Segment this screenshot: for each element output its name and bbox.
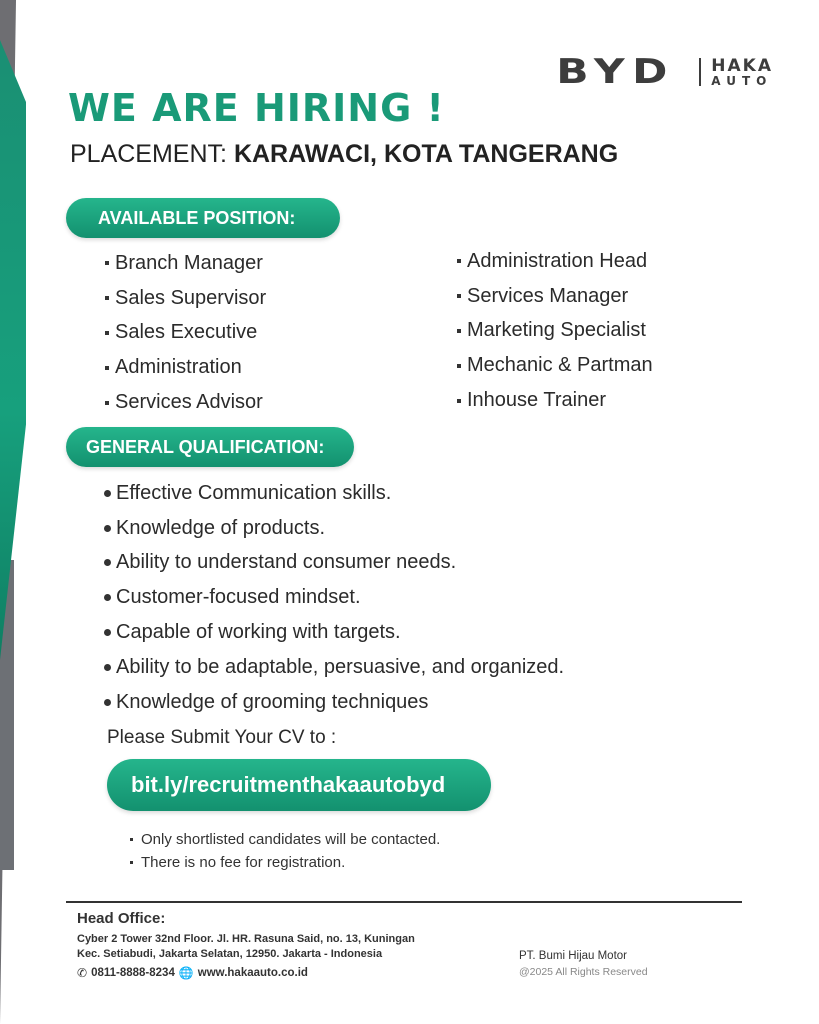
list-item [104,476,564,511]
qualification-text: Ability to be adaptable, persuasive, and organized. [116,655,565,678]
bullet-icon [457,329,461,333]
list-item [457,279,653,314]
address-line-2: Kec. Setiabudi, Jakarta Selatan, 12950. Jakarta - Indonesia [77,948,383,960]
qualification-text: Ability to understand consumer needs. [116,551,457,574]
haka-text: HAKA [711,55,773,76]
qualification-text: Knowledge of grooming techniques [116,690,429,713]
list-item [130,828,440,851]
list-item [105,246,266,281]
position-name: Sales Supervisor [115,286,267,309]
website-link[interactable]: www.hakaauto.co.id [197,967,308,979]
bullet-icon [105,261,109,265]
logo-divider [699,58,701,86]
position-list-right [457,244,653,418]
note-text: There is no fee for registration. [141,854,346,871]
list-item [104,685,564,720]
notes-list [130,828,440,874]
bullet-icon [104,664,111,671]
submit-label: Please Submit Your CV to : [107,727,337,748]
bullet-icon [104,594,111,601]
bullet-icon [130,838,133,841]
list-item [104,580,564,615]
list-item [457,314,653,349]
qualification-text: Knowledge of products. [116,516,326,539]
general-qualification-heading: GENERAL QUALIFICATION: [66,427,354,467]
brand-logos [556,52,773,92]
contact-row [77,966,308,980]
list-item [105,316,266,351]
position-list-left [105,246,266,420]
list-item [130,851,440,874]
list-item [105,281,266,316]
list-item [457,383,653,418]
position-name: Administration [115,356,242,379]
position-name: Sales Executive [115,321,258,344]
bullet-icon [104,525,111,532]
list-item [105,350,266,385]
byd-logo: BYD [556,52,676,92]
qualification-text: Capable of working with targets. [116,621,401,644]
position-name: Mechanic & Partman [467,354,653,377]
list-item [457,244,653,279]
bullet-icon [457,294,461,298]
position-name: Branch Manager [115,251,263,274]
cv-submit-link[interactable]: bit.ly/recruitmenthakaautobyd [107,759,491,811]
address-line-1: Cyber 2 Tower 32nd Floor. Jl. HR. Rasuna Said, no. 13, Kuningan [77,933,415,945]
position-name: Administration Head [467,249,648,272]
bullet-icon [457,364,461,368]
copyright: @2025 All Rights Reserved [519,966,648,978]
position-name: Inhouse Trainer [467,389,606,412]
position-name: Services Manager [467,284,629,307]
bullet-icon [104,629,111,636]
bullet-icon [457,259,461,263]
list-item [104,650,564,685]
bullet-icon [104,559,111,566]
haka-auto-logo [711,55,773,88]
qualification-text: Effective Communication skills. [116,481,392,504]
qualification-list [104,476,564,720]
bullet-icon [105,401,109,405]
auto-text: AUTO [711,73,773,88]
list-item [104,511,564,546]
note-text: Only shortlisted candidates will be contacted. [141,831,441,848]
placement-value: KARAWACI, KOTA TANGERANG [233,140,619,168]
bullet-icon [104,699,111,706]
list-item [457,348,653,383]
bullet-icon [105,331,109,335]
position-name: Services Advisor [115,391,263,414]
phone-icon: ✆ [77,966,88,980]
phone-number[interactable]: 0811-8888-8234 [91,967,175,979]
bullet-icon [457,399,461,403]
company-name: PT. Bumi Hijau Motor [519,950,628,962]
list-item [105,385,266,420]
bullet-icon [105,296,109,300]
available-position-heading: AVAILABLE POSITION: [66,198,340,238]
placement-label: PLACEMENT: [70,140,227,168]
list-item [104,615,564,650]
position-name: Marketing Specialist [467,319,646,342]
list-item [104,546,564,581]
bullet-icon [130,861,133,864]
bullet-icon [104,490,111,497]
globe-icon: 🌐 [178,966,194,980]
bullet-icon [105,366,109,370]
footer-divider [66,901,742,903]
qualification-text: Customer-focused mindset. [116,586,361,609]
head-office-label: Head Office: [77,910,166,927]
page-title: WE ARE HIRING ! [68,86,445,130]
placement [70,140,618,169]
